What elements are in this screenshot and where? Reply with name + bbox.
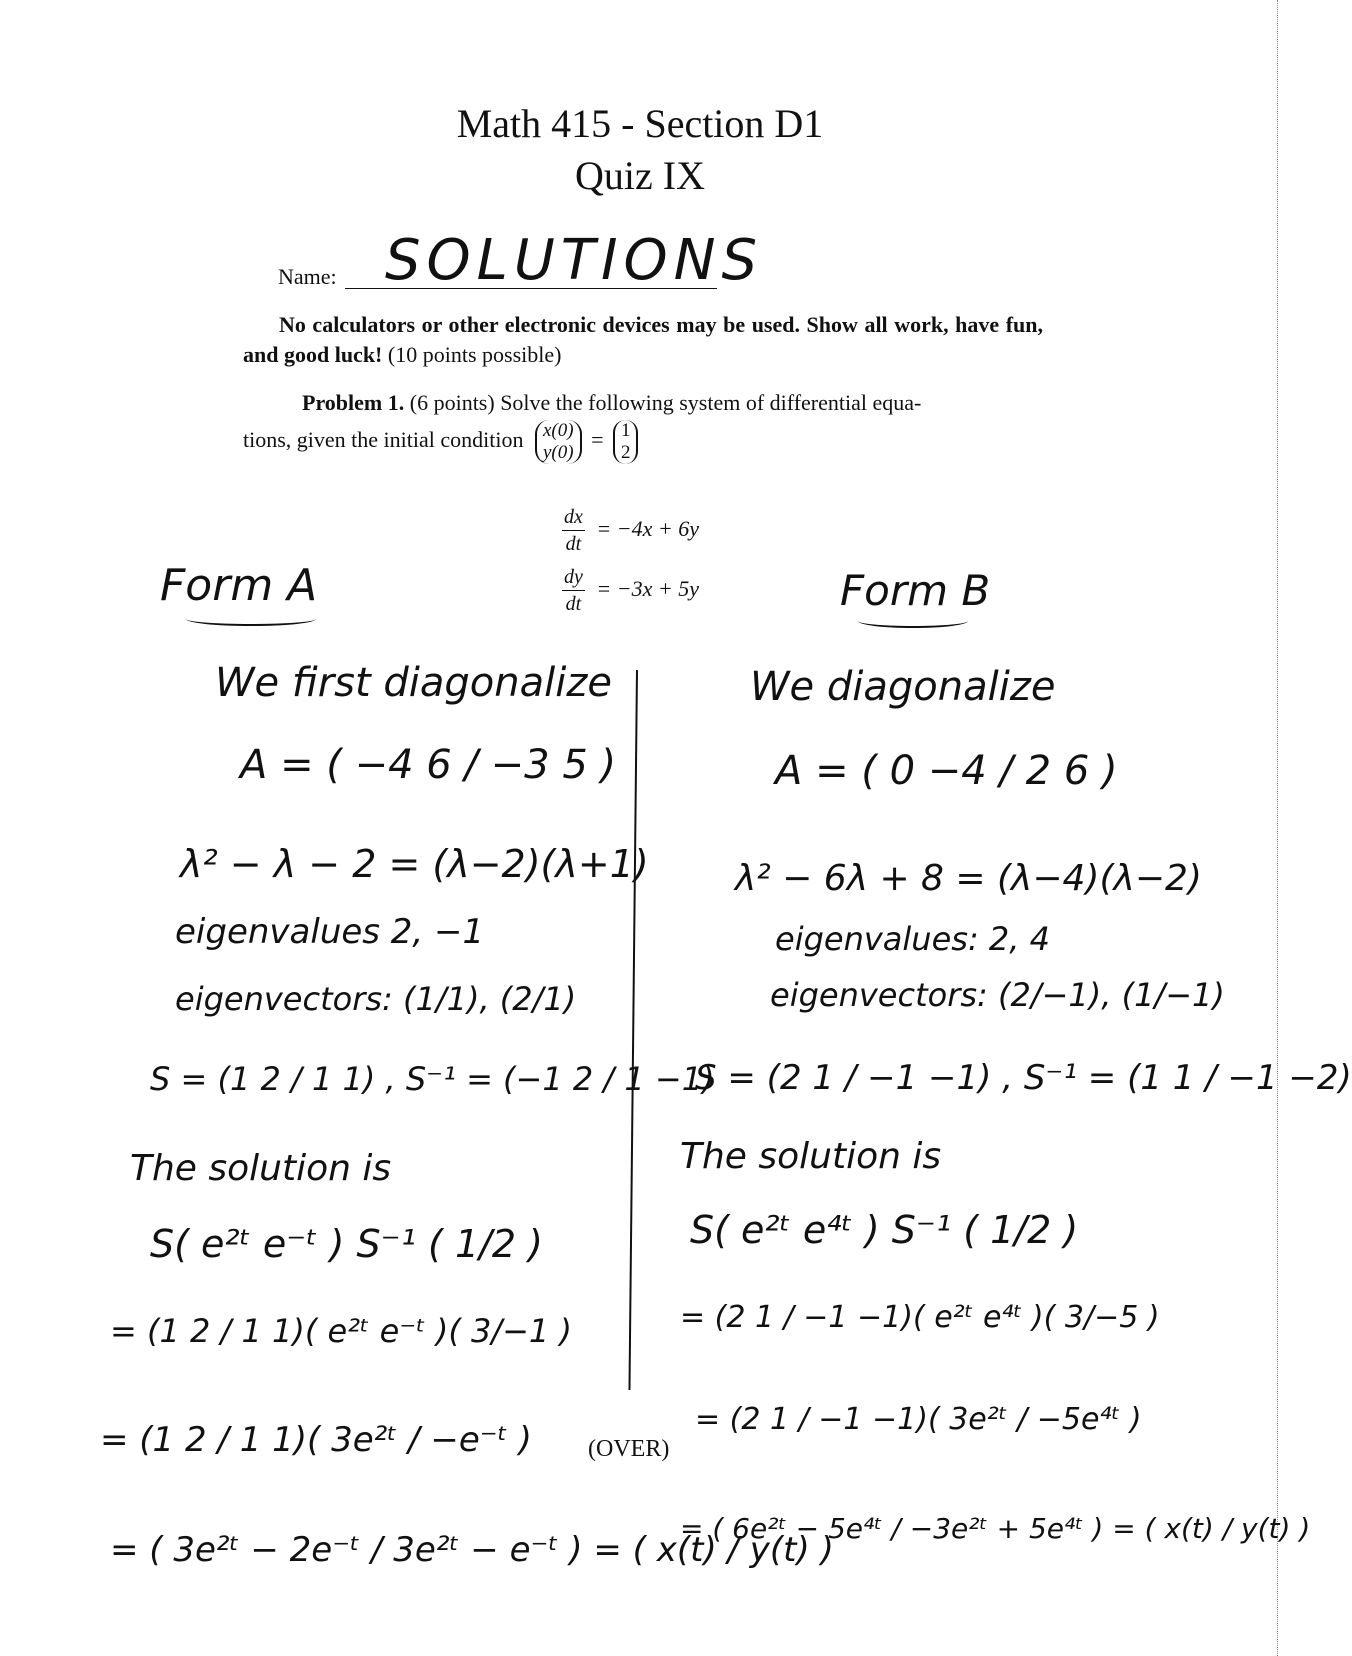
initial-condition-rhs: 1 2 [613,420,639,464]
instructions-points: (10 points possible) [387,342,562,367]
column-divider [628,670,638,1390]
form-b-line: λ² − 6λ + 8 = (λ−4)(λ−2) [735,858,1202,899]
form-a-line: = (1 2 / 1 1)( e²ᵗ e⁻ᵗ )( 3/−1 ) [110,1312,572,1350]
form-b-line: A = ( 0 −4 / 2 6 ) [775,748,1118,794]
problem-text-2: tions, given the initial condition [243,427,524,453]
form-b-line: = ( 6e²ᵗ − 5e⁴ᵗ / −3e²ᵗ + 5e⁴ᵗ ) = ( x(t) / y(t) ) [680,1512,1311,1545]
page-title: Math 415 - Section D1 [456,101,824,146]
form-b-line: The solution is [680,1136,942,1177]
form-b-line: eigenvectors: (2/−1), (1/−1) [770,976,1225,1014]
form-a-line: We first diagonalize [215,660,612,706]
form-a-line: λ² − λ − 2 = (λ−2)(λ+1) [180,842,649,886]
form-a-line: A = ( −4 6 / −3 5 ) [240,742,617,788]
form-a-line: The solution is [130,1148,392,1189]
form-a-line: eigenvectors: (1/1), (2/1) [175,980,577,1018]
scan-edge [1277,0,1280,1656]
instructions [243,310,1043,370]
form-a-line: = (1 2 / 1 1)( 3e²ᵗ / −e⁻ᵗ ) [100,1420,532,1460]
form-b-underline [858,614,968,628]
form-b-line: = (2 1 / −1 −1)( 3e²ᵗ / −5e⁴ᵗ ) [695,1402,1142,1437]
form-b-line: = (2 1 / −1 −1)( e²ᵗ e⁴ᵗ )( 3/−5 ) [680,1300,1160,1335]
problem-line1 [302,390,921,416]
equation-dy: $\frac{dy}{dt}$ = −3x + 5y [564,566,699,615]
name-label: Name: [278,264,337,289]
instructions-bold: No calculators or other electronic devices may be used. Show all work, have fun, and good luck! [243,312,1043,367]
name-value: SOLUTIONS [385,228,764,293]
problem-label: Problem 1. [302,390,405,415]
initial-condition-lhs: x(0) y(0) [535,420,582,464]
form-a-line: eigenvalues 2, −1 [175,912,485,952]
form-a-underline [186,612,316,626]
form-b-line: S = (2 1 / −1 −1) , S⁻¹ = (1 1 / −1 −2) [695,1058,1352,1098]
problem-text-1: (6 points) Solve the following system of differential equa- [409,390,922,415]
form-b-line: We diagonalize [750,664,1056,710]
form-b-line: eigenvalues: 2, 4 [775,920,1050,958]
equation-dx: $\frac{dx}{dt}$ = −4x + 6y [564,506,699,555]
form-a-line: = ( 3e²ᵗ − 2e⁻ᵗ / 3e²ᵗ − e⁻ᵗ ) = ( x(t) / y(t) ) [110,1530,834,1570]
over-label: (OVER) [588,1436,670,1462]
form-a-line: S = (1 2 / 1 1) , S⁻¹ = (−1 2 / 1 −1) [150,1060,715,1098]
form-b-line: S( e²ᵗ e⁴ᵗ ) S⁻¹ ( 1/2 ) [690,1208,1079,1252]
form-a-line: S( e²ᵗ e⁻ᵗ ) S⁻¹ ( 1/2 ) [150,1222,544,1266]
form-a-heading: Form A [160,560,318,611]
problem-line2: tions, given the initial condition x(0) y(0) = 1 2 [243,420,638,464]
form-b-heading: Form B [840,566,991,615]
page-subtitle: Quiz IX [575,153,705,198]
